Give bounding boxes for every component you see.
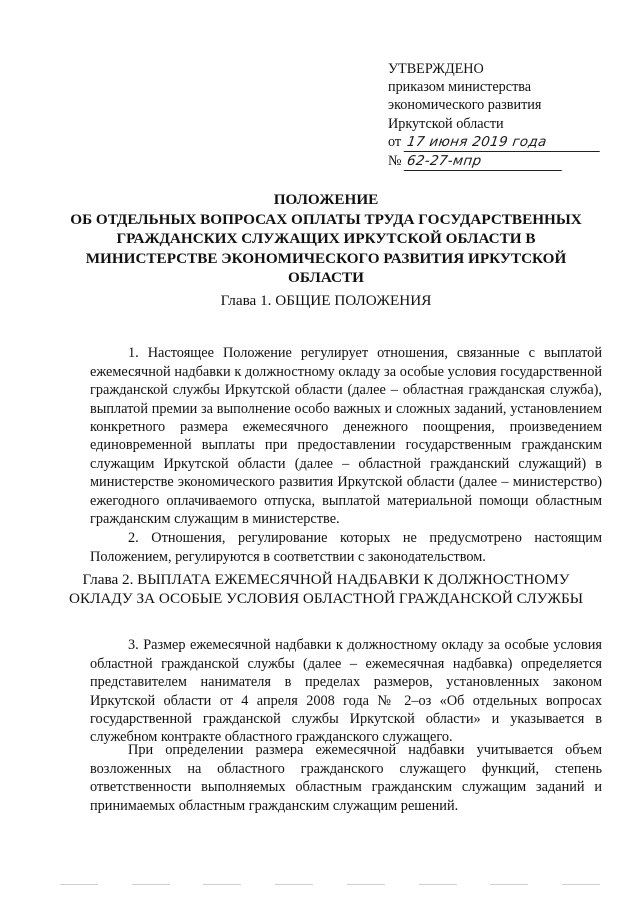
title-line: ГРАЖДАНСКИХ СЛУЖАЩИХ ИРКУТСКОЙ ОБЛАСТИ В [116,230,536,248]
approval-date [388,133,618,152]
approval-line: экономического развития [388,97,542,114]
approval-line: приказом министерства [388,79,532,96]
title-line: МИНИСТЕРСТВЕ ЭКОНОМИЧЕСКОГО РАЗВИТИЯ ИРКУТСКОЙ [85,249,567,267]
chapter-2-heading-line: ОКЛАДУ ЗА ОСОБЫЕ УСЛОВИЯ ОБЛАСТНОЙ ГРАЖДАНСКОЙ СЛУЖБЫ [69,590,583,608]
chapter-1-heading: Глава 1. ОБЩИЕ ПОЛОЖЕНИЯ [220,292,432,309]
paragraph-1: 1. Настоящее Положение регулирует отношения, связанные с выплатой ежемесячной надбавки к должностному окладу за особые условия государственной гражданской службы Иркутской области (далее – областная гражданская служба), выплатой премии за выполнение особо важных и сложных заданий, установлением конкретного размера ежемесячного денежного поощрения, произведением единовременной выплаты при предоставлении государственным гражданским служащим Иркутской области (далее – областной гражданский служащий) в министерстве экономического развития Иркутской области (далее – министерство) ежегодного оплачиваемого отпуска, выплатой материальной помощи областным гражданским служащим в министерстве. [90,345,602,527]
approval-heading: УТВЕРЖДЕНО [388,61,484,77]
chapter-2-heading [40,570,612,609]
approval-number [388,152,618,171]
number-prefix: № [388,153,402,170]
approval-line: Иркутской области [388,115,504,132]
title-line: ОБЛАСТИ [288,269,364,287]
title-line: ПОЛОЖЕНИЕ [273,191,379,208]
chapter-2-heading-line: Глава 2. ВЫПЛАТА ЕЖЕМЕСЯЧНОЙ НАДБАВКИ К ДОЛЖНОСТНОМУ [82,571,570,588]
handwritten-date: 17 июня 2019 года [403,133,602,152]
title-line: ОБ ОТДЕЛЬНЫХ ВОПРОСАХ ОПЛАТЫ ТРУДА ГОСУДАРСТВЕННЫХ [70,210,582,228]
document-title [40,190,612,288]
date-prefix: от [388,133,402,150]
scan-artifact [60,884,600,887]
paragraph-4: При определении размера ежемесячной надбавки учитывается объем возложенных на областного гражданского служащего функций, степень ответственности выполняемых областным гражданским служащим заданий и принимаемых областным гражданским служащим решений. [90,742,602,814]
paragraph-2: 2. Отношения, регулирование которых не предусмотрено настоящим Положением, регулируются в соответствии с законодательством. [90,530,602,565]
paragraph-3: 3. Размер ежемесячной надбавки к должностному окладу за особые условия областной гражданской службы (далее – ежемесячная надбавка) определяется представителем нанимателя в пределах размеров, установленных законом Иркутской области от 4 апреля 2008 года № 2–оз «Об отдельных вопросах государственной гражданской службы Иркутской области» и указывается в служебном контракте областного гражданского служащего. [90,637,602,746]
handwritten-number: 62-27-мпр [404,152,565,171]
approval-block [388,60,618,171]
